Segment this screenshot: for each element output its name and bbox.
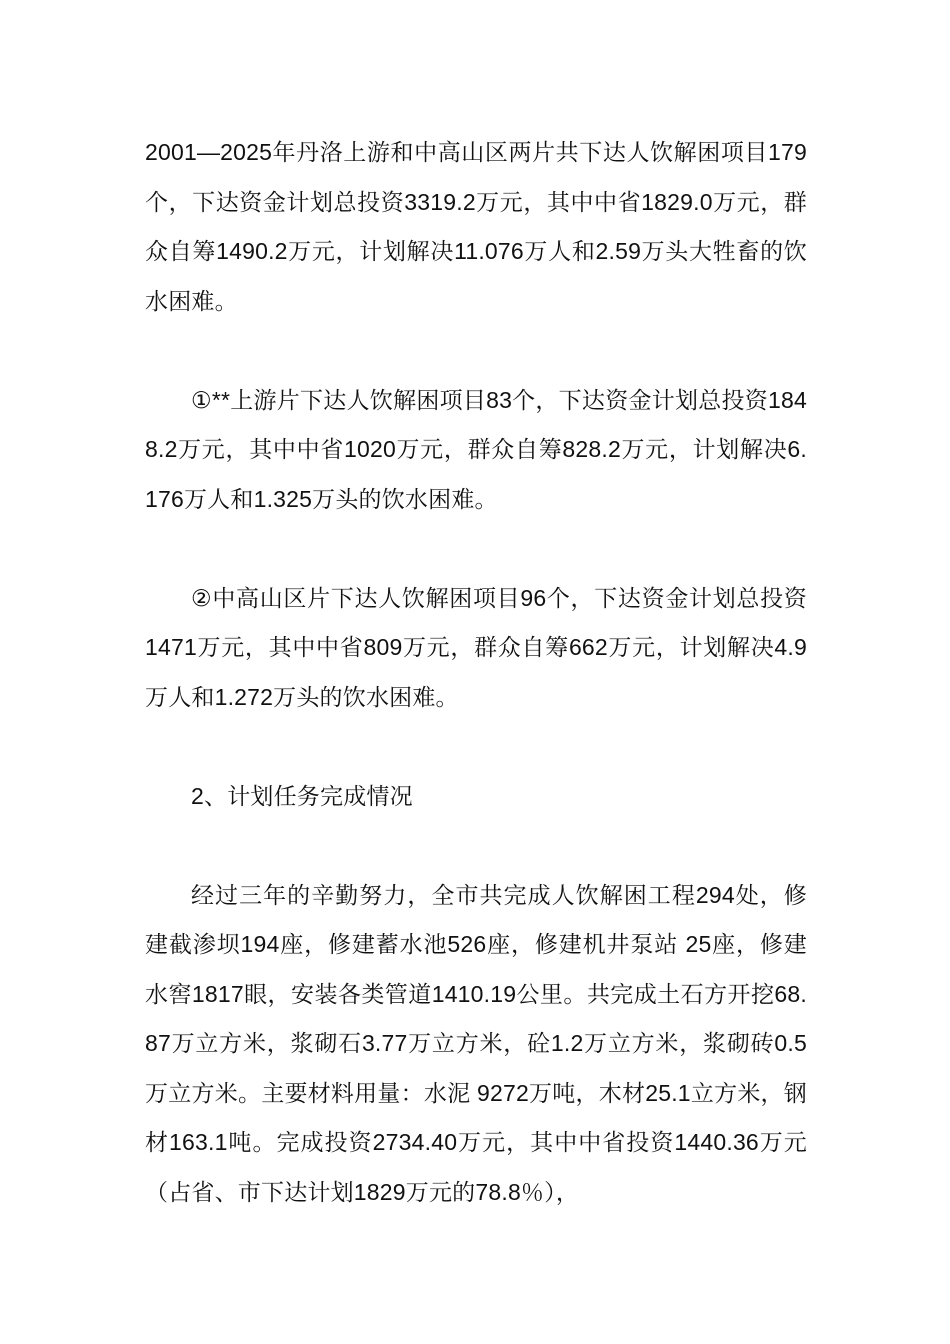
paragraph-completion: 经过三年的辛勤努力，全市共完成人饮解困工程294处，修建截渗坝194座，修建蓄水池526座，修建机井泵站 25座，修建水窖1817眼，安装各类管道1410.19公里。共完成土石方开挖68.87万立方米，浆砌石3.77万立方米，砼1.2万立方米，浆砌砖0.5万立方米。主要材料用量：水泥 9272万吨，木材25.1立方米，钢材163.1吨。完成投资2734.40万元，其中中省投资1440.36万元（占省、市下达计划1829万元的78.8％）， xyxy=(145,881,807,1205)
document-body xyxy=(145,128,807,1217)
paragraph-spacer xyxy=(145,524,807,574)
paragraph-spacer xyxy=(145,722,807,772)
paragraph-highland: ②中高山区片下达人饮解困项目96个，下达资金计划总投资1471万元，其中中省809万元，群众自筹662万元，计划解决4.9万人和1.272万头的饮水困难。 xyxy=(145,584,807,710)
paragraph-spacer xyxy=(145,326,807,376)
paragraph-intro: 2001—2025年丹洛上游和中高山区两片共下达人饮解困项目179个，下达资金计划总投资3319.2万元，其中中省1829.0万元，群众自筹1490.2万元，计划解决11.076万人和2.59万头大牲畜的饮水困难。 xyxy=(145,139,807,314)
paragraph-upstream: ①**上游片下达人饮解困项目83个，下达资金计划总投资1848.2万元，其中中省1020万元，群众自筹828.2万元，计划解决6.176万人和1.325万头的饮水困难。 xyxy=(145,386,807,512)
paragraph-spacer xyxy=(145,821,807,871)
section-heading: 2、计划任务完成情况 xyxy=(191,782,413,809)
